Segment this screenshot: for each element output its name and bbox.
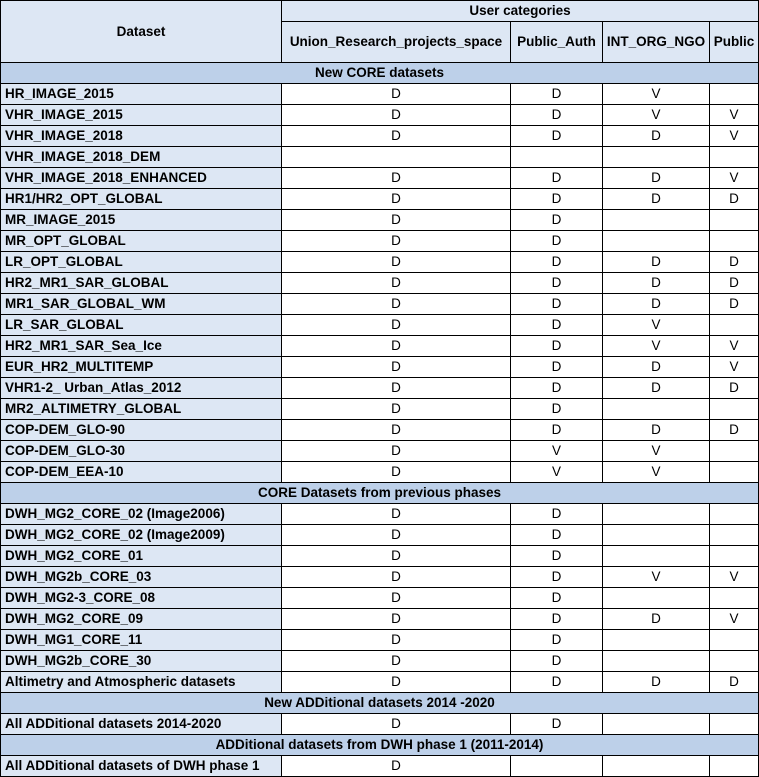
section-row xyxy=(1,693,759,714)
access-cell: V xyxy=(511,441,603,462)
table-row xyxy=(1,357,759,378)
access-cell: D xyxy=(511,315,603,336)
access-cell: D xyxy=(511,378,603,399)
access-cell: D xyxy=(511,567,603,588)
access-cell xyxy=(603,630,710,651)
access-cell xyxy=(710,525,759,546)
access-cell xyxy=(710,588,759,609)
access-cell: V xyxy=(603,336,710,357)
dataset-name: MR_IMAGE_2015 xyxy=(1,210,282,231)
access-cell: D xyxy=(511,105,603,126)
access-cell: D xyxy=(282,546,511,567)
dataset-name: LR_OPT_GLOBAL xyxy=(1,252,282,273)
table-row xyxy=(1,252,759,273)
access-cell: D xyxy=(282,168,511,189)
access-cell xyxy=(710,630,759,651)
access-cell: D xyxy=(282,84,511,105)
access-cell: D xyxy=(511,189,603,210)
access-cell: V xyxy=(603,84,710,105)
dataset-name: VHR_IMAGE_2018 xyxy=(1,126,282,147)
access-cell: D xyxy=(511,231,603,252)
access-cell: D xyxy=(511,294,603,315)
access-cell: V xyxy=(511,462,603,483)
access-cell: D xyxy=(511,651,603,672)
access-cell: D xyxy=(511,336,603,357)
table-row xyxy=(1,315,759,336)
access-cell xyxy=(710,756,759,777)
access-cell: V xyxy=(710,567,759,588)
table-row xyxy=(1,672,759,693)
table-row xyxy=(1,378,759,399)
section-title: New CORE datasets xyxy=(1,63,759,84)
access-cell: D xyxy=(282,399,511,420)
section-title: ADDitional datasets from DWH phase 1 (2011-2014) xyxy=(1,735,759,756)
access-cell xyxy=(710,651,759,672)
table-row xyxy=(1,462,759,483)
access-cell: D xyxy=(282,714,511,735)
access-cell xyxy=(710,231,759,252)
table-row xyxy=(1,588,759,609)
access-cell xyxy=(710,714,759,735)
table-row xyxy=(1,651,759,672)
access-cell: D xyxy=(282,210,511,231)
table-row xyxy=(1,567,759,588)
access-cell: D xyxy=(282,105,511,126)
table-row xyxy=(1,168,759,189)
access-cell: D xyxy=(710,189,759,210)
user-categories-header: User categories xyxy=(282,1,759,22)
access-cell: D xyxy=(511,672,603,693)
dataset-name: VHR_IMAGE_2015 xyxy=(1,105,282,126)
access-cell: D xyxy=(511,210,603,231)
table-row xyxy=(1,84,759,105)
dataset-name: MR1_SAR_GLOBAL_WM xyxy=(1,294,282,315)
access-cell: D xyxy=(282,315,511,336)
access-cell: V xyxy=(603,567,710,588)
access-cell xyxy=(603,147,710,168)
access-cell: D xyxy=(511,714,603,735)
access-cell: D xyxy=(603,273,710,294)
access-cell: D xyxy=(603,168,710,189)
access-cell: D xyxy=(282,756,511,777)
dataset-name: MR2_ALTIMETRY_GLOBAL xyxy=(1,399,282,420)
access-cell xyxy=(710,210,759,231)
access-cell xyxy=(710,315,759,336)
access-cell: D xyxy=(282,441,511,462)
access-cell: D xyxy=(511,609,603,630)
access-cell: V xyxy=(603,105,710,126)
dataset-name: VHR1-2_ Urban_Atlas_2012 xyxy=(1,378,282,399)
access-cell: D xyxy=(511,630,603,651)
access-cell: V xyxy=(710,168,759,189)
access-cell xyxy=(282,147,511,168)
dataset-name: HR2_MR1_SAR_GLOBAL xyxy=(1,273,282,294)
dataset-name: COP-DEM_GLO-90 xyxy=(1,420,282,441)
table-row xyxy=(1,504,759,525)
access-cell xyxy=(511,147,603,168)
access-cell: D xyxy=(511,504,603,525)
table-row xyxy=(1,231,759,252)
access-cell xyxy=(603,546,710,567)
table-row xyxy=(1,420,759,441)
access-cell xyxy=(603,210,710,231)
table-row xyxy=(1,105,759,126)
table-row xyxy=(1,210,759,231)
access-cell: D xyxy=(282,609,511,630)
dataset-name: EUR_HR2_MULTITEMP xyxy=(1,357,282,378)
access-cell: D xyxy=(603,294,710,315)
access-cell: D xyxy=(282,357,511,378)
access-cell: D xyxy=(603,357,710,378)
section-row xyxy=(1,63,759,84)
access-cell: D xyxy=(603,378,710,399)
dataset-name: DWH_MG2_CORE_01 xyxy=(1,546,282,567)
access-cell: D xyxy=(511,168,603,189)
access-cell xyxy=(710,504,759,525)
table-row xyxy=(1,189,759,210)
table-row xyxy=(1,525,759,546)
access-cell: D xyxy=(282,231,511,252)
dataset-name: All ADDitional datasets 2014-2020 xyxy=(1,714,282,735)
access-cell xyxy=(511,756,603,777)
dataset-name: DWH_MG1_CORE_11 xyxy=(1,630,282,651)
column-header: Public xyxy=(710,22,759,63)
access-cell: D xyxy=(282,252,511,273)
access-cell: D xyxy=(511,126,603,147)
access-cell: V xyxy=(710,126,759,147)
access-cell: D xyxy=(603,189,710,210)
access-cell xyxy=(710,84,759,105)
access-cell: D xyxy=(511,357,603,378)
table-row xyxy=(1,756,759,777)
access-cell: D xyxy=(511,546,603,567)
table-row xyxy=(1,609,759,630)
section-title: CORE Datasets from previous phases xyxy=(1,483,759,504)
access-cell: V xyxy=(603,441,710,462)
access-cell: D xyxy=(511,252,603,273)
dataset-name: HR2_MR1_SAR_Sea_Ice xyxy=(1,336,282,357)
dataset-name: DWH_MG2-3_CORE_08 xyxy=(1,588,282,609)
table-row xyxy=(1,273,759,294)
access-cell xyxy=(603,399,710,420)
access-cell: D xyxy=(511,420,603,441)
dataset-name: LR_SAR_GLOBAL xyxy=(1,315,282,336)
access-cell: D xyxy=(282,588,511,609)
access-cell: V xyxy=(710,336,759,357)
access-cell: D xyxy=(282,672,511,693)
access-cell: D xyxy=(603,252,710,273)
access-cell: D xyxy=(710,672,759,693)
table-row xyxy=(1,294,759,315)
access-cell: D xyxy=(710,273,759,294)
access-cell: D xyxy=(511,273,603,294)
access-cell: V xyxy=(710,609,759,630)
access-cell xyxy=(710,147,759,168)
table-body xyxy=(1,63,759,777)
access-cell: D xyxy=(710,378,759,399)
access-cell: D xyxy=(282,630,511,651)
access-cell xyxy=(603,231,710,252)
access-cell xyxy=(710,441,759,462)
access-cell: D xyxy=(282,420,511,441)
access-cell: D xyxy=(282,504,511,525)
access-cell: D xyxy=(710,252,759,273)
table-row xyxy=(1,147,759,168)
access-cell: D xyxy=(710,294,759,315)
column-header: INT_ORG_NGO xyxy=(603,22,710,63)
access-cell: D xyxy=(603,420,710,441)
access-cell: D xyxy=(282,126,511,147)
access-cell: V xyxy=(603,315,710,336)
access-cell xyxy=(710,399,759,420)
access-cell xyxy=(603,588,710,609)
access-cell: D xyxy=(282,336,511,357)
table-row xyxy=(1,714,759,735)
access-cell xyxy=(710,546,759,567)
dataset-name: VHR_IMAGE_2018_ENHANCED xyxy=(1,168,282,189)
access-cell xyxy=(603,504,710,525)
access-cell: D xyxy=(282,525,511,546)
access-cell: D xyxy=(603,126,710,147)
access-cell xyxy=(603,756,710,777)
access-cell: D xyxy=(282,462,511,483)
access-cell: D xyxy=(282,273,511,294)
dataset-header: Dataset xyxy=(1,1,282,63)
dataset-name: MR_OPT_GLOBAL xyxy=(1,231,282,252)
dataset-name: DWH_MG2b_CORE_03 xyxy=(1,567,282,588)
access-cell xyxy=(603,651,710,672)
table-row xyxy=(1,546,759,567)
access-cell: D xyxy=(282,294,511,315)
access-cell: V xyxy=(603,462,710,483)
dataset-name: VHR_IMAGE_2018_DEM xyxy=(1,147,282,168)
access-cell: D xyxy=(710,420,759,441)
access-cell xyxy=(603,525,710,546)
dataset-name: COP-DEM_GLO-30 xyxy=(1,441,282,462)
access-cell: V xyxy=(710,357,759,378)
column-header: Public_Auth xyxy=(511,22,603,63)
access-cell: V xyxy=(710,105,759,126)
access-cell: D xyxy=(282,567,511,588)
access-cell: D xyxy=(511,399,603,420)
dataset-name: All ADDitional datasets of DWH phase 1 xyxy=(1,756,282,777)
table-row xyxy=(1,336,759,357)
section-row xyxy=(1,735,759,756)
table-row xyxy=(1,630,759,651)
dataset-name: COP-DEM_EEA-10 xyxy=(1,462,282,483)
table-row xyxy=(1,399,759,420)
access-cell: D xyxy=(282,378,511,399)
access-cell: D xyxy=(282,189,511,210)
dataset-name: HR1/HR2_OPT_GLOBAL xyxy=(1,189,282,210)
dataset-name: DWH_MG2b_CORE_30 xyxy=(1,651,282,672)
access-cell: D xyxy=(603,672,710,693)
section-title: New ADDitional datasets 2014 -2020 xyxy=(1,693,759,714)
access-cell xyxy=(710,462,759,483)
access-cell xyxy=(603,714,710,735)
dataset-name: Altimetry and Atmospheric datasets xyxy=(1,672,282,693)
access-cell: D xyxy=(511,525,603,546)
access-cell: D xyxy=(603,609,710,630)
access-cell: D xyxy=(511,84,603,105)
dataset-name: DWH_MG2_CORE_09 xyxy=(1,609,282,630)
access-cell: D xyxy=(511,588,603,609)
column-header: Union_Research_projects_space xyxy=(282,22,511,63)
dataset-name: DWH_MG2_CORE_02 (Image2009) xyxy=(1,525,282,546)
dataset-name: HR_IMAGE_2015 xyxy=(1,84,282,105)
section-row xyxy=(1,483,759,504)
table-row xyxy=(1,441,759,462)
access-cell: D xyxy=(282,651,511,672)
dataset-name: DWH_MG2_CORE_02 (Image2006) xyxy=(1,504,282,525)
table-row xyxy=(1,126,759,147)
